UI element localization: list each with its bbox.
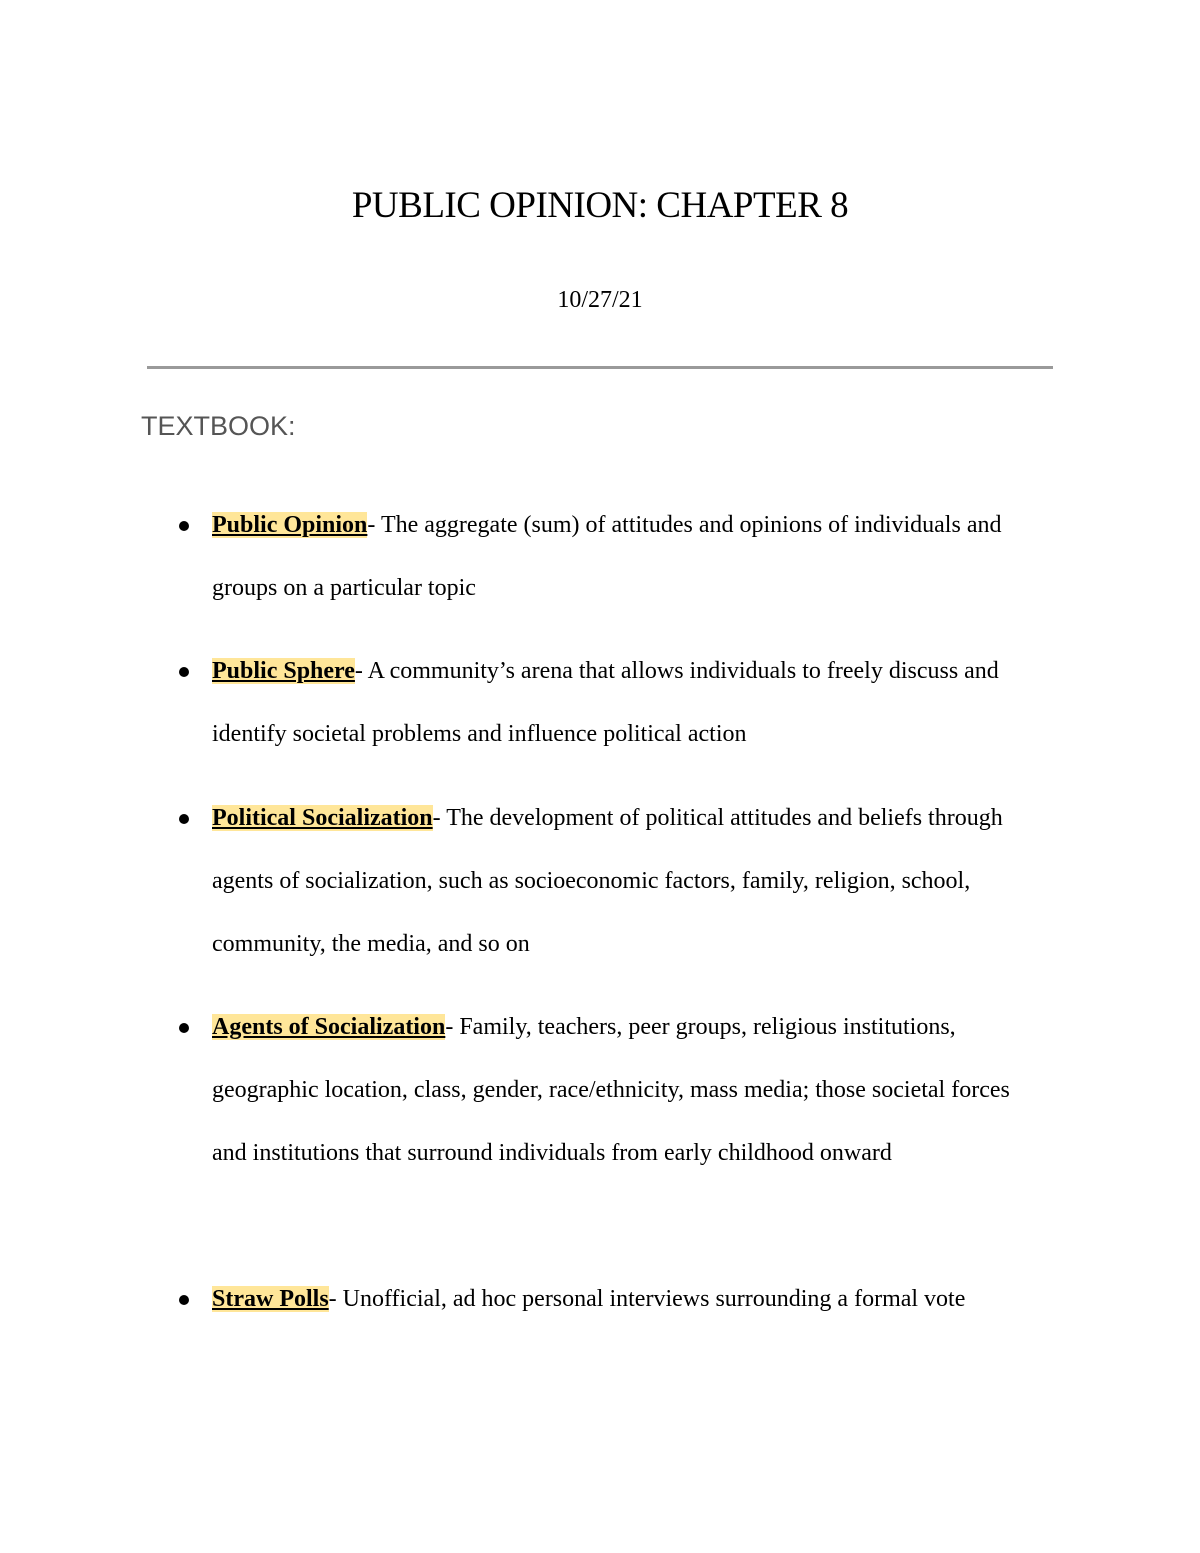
list-item bbox=[212, 1268, 1042, 1331]
bullet-icon bbox=[179, 1295, 189, 1305]
horizontal-divider bbox=[147, 366, 1053, 369]
bullet-icon bbox=[179, 667, 189, 677]
term-label: Public Sphere bbox=[212, 658, 355, 684]
term-definition: - The development of political attitudes and beliefs through agents of socialization, such as socioeconomic factors, family, religion, school, community, the media, and so on bbox=[212, 805, 1003, 957]
list-item bbox=[212, 787, 1042, 976]
bullet-icon bbox=[179, 521, 189, 531]
term-definition: - Unofficial, ad hoc personal interviews surrounding a formal vote bbox=[328, 1286, 966, 1312]
term-definition: - Family, teachers, peer groups, religious institutions, geographic location, class, gender, race/ethnicity, mass media; those societal forces and institutions that surround individuals from early childhood onward bbox=[212, 1014, 1010, 1166]
section-heading: TEXTBOOK: bbox=[141, 411, 296, 441]
bullet-icon bbox=[179, 1023, 189, 1033]
term-label: Public Opinion bbox=[212, 512, 368, 538]
list-item bbox=[212, 996, 1042, 1185]
term-label: Agents of Socialization bbox=[212, 1014, 446, 1040]
list-item bbox=[212, 494, 1042, 620]
page-title: PUBLIC OPINION: CHAPTER 8 bbox=[351, 185, 849, 226]
term-definition: - The aggregate (sum) of attitudes and opinions of individuals and groups on a particular topic bbox=[212, 512, 1002, 601]
bullet-icon bbox=[179, 814, 189, 824]
term-label: Straw Polls bbox=[212, 1286, 329, 1312]
document-date: 10/27/21 bbox=[557, 287, 643, 313]
term-label: Political Socialization bbox=[212, 805, 433, 831]
list-item bbox=[212, 640, 1042, 766]
term-definition: - A community’s arena that allows individuals to freely discuss and identify societal problems and influence political action bbox=[212, 658, 999, 747]
